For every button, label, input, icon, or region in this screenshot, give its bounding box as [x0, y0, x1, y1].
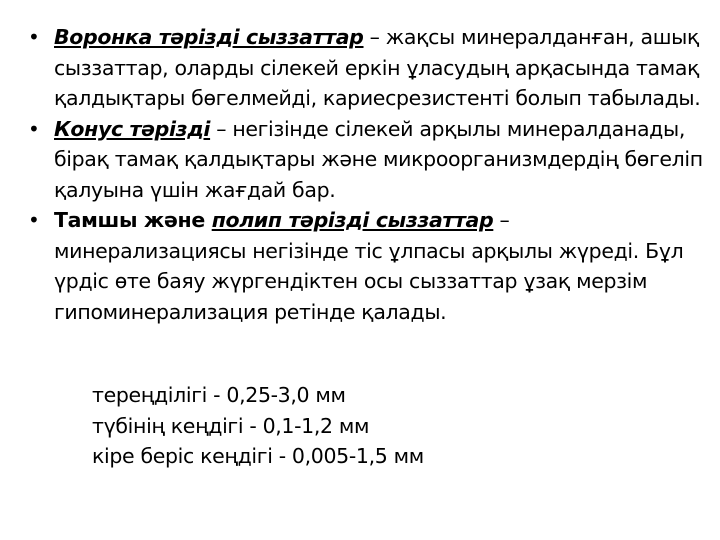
bullet-icon: •: [28, 25, 40, 49]
bullet-icon: •: [28, 116, 40, 141]
term-funnel: Воронка тәрізді сыззаттар: [54, 25, 364, 49]
description-cone: – негізінде сілекей арқылы минералданады, бірақ тамақ қалдықтары және микроорганизмдердің бөгеліп қалуына үшін жағдай бар.: [54, 116, 703, 202]
measure-depth: тереңділігі - 0,25-3,0 мм: [92, 383, 346, 407]
term-polyp: полип тәрізді сыззаттар: [211, 208, 494, 232]
list-item-funnel: [0, 22, 720, 114]
list-item-drop-polyp: [0, 205, 720, 327]
term-drop-prefix: Тамшы және: [54, 208, 212, 232]
bullet-list: [0, 22, 720, 327]
description-funnel: – жақсы минералданған, ашық сыззаттар, оларды сілекей еркін ұласудың арқасында тамақ қалдықтары бөгелмейді, кариесрезистенті болып табылады.: [54, 25, 701, 110]
bullet-icon: •: [28, 208, 40, 232]
description-drop-polyp: – минерализациясы негізінде тіс ұлпасы арқылы жүреді. Бұл үрдіс өте баяу жүргендіктен осы сыззаттар ұзақ мерзім гипоминерализация ретінде қалады.: [54, 208, 684, 324]
term-cone: Конус тәрізді: [54, 116, 211, 141]
measure-bottom-width: түбінің кеңдігі - 0,1-1,2 мм: [92, 413, 370, 438]
measure-entrance-width: кіре беріс кеңдігі - 0,005-1,5 мм: [92, 444, 424, 468]
list-item-cone: [0, 114, 720, 206]
measurements: [92, 380, 424, 472]
